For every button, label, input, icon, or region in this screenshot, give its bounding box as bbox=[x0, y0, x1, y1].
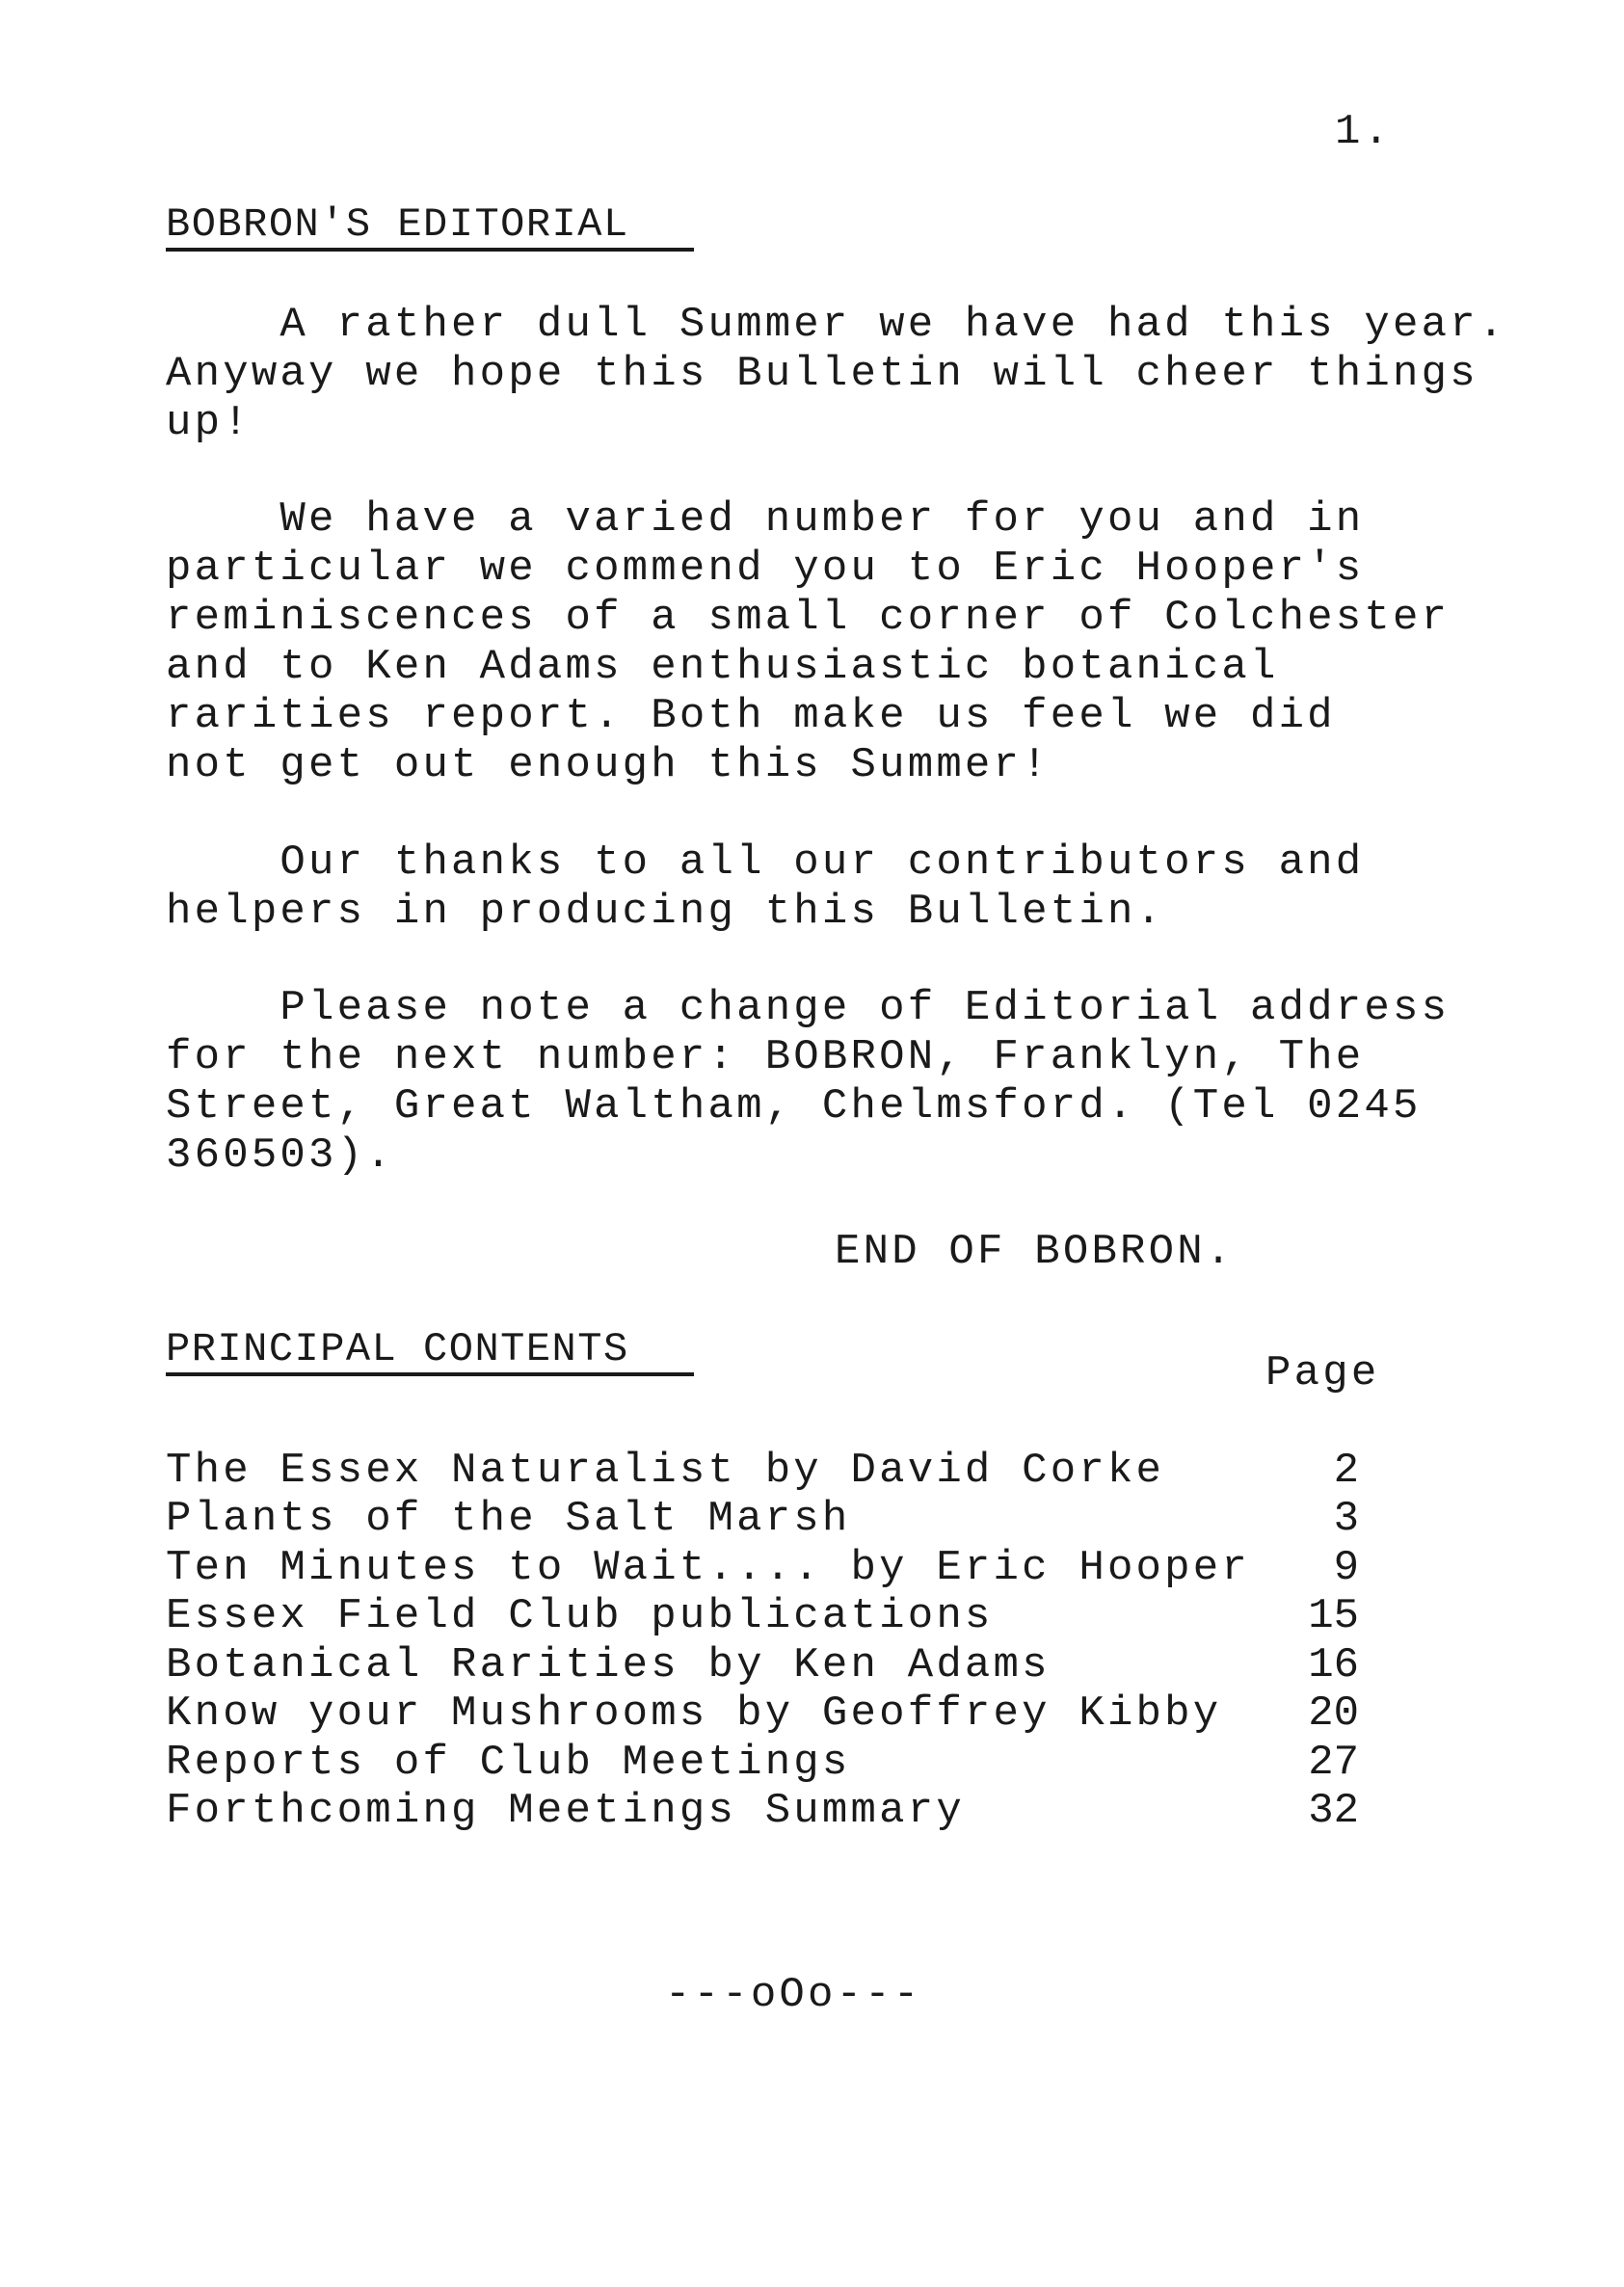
contents-item-page: 27 bbox=[1308, 1739, 1359, 1787]
editorial-p4-line3: Street, Great Waltham, Chelmsford. (Tel 0245 bbox=[166, 1082, 1422, 1130]
contents-heading-underline bbox=[166, 1372, 694, 1376]
end-mark: ---oOo--- bbox=[665, 1971, 922, 2019]
contents-item-page: 16 bbox=[1308, 1641, 1359, 1689]
editorial-p2-line4: and to Ken Adams enthusiastic botanical bbox=[166, 643, 1279, 691]
contents-item-title: Botanical Rarities by Ken Adams bbox=[166, 1641, 1051, 1689]
contents-item-title: Ten Minutes to Wait.... by Eric Hooper bbox=[166, 1544, 1250, 1592]
editorial-p2-line5: rarities report. Both make us feel we did bbox=[166, 692, 1336, 740]
contents-item-page: 32 bbox=[1308, 1787, 1359, 1835]
contents-item-page: 2 bbox=[1333, 1447, 1359, 1495]
editorial-heading: BOBRON'S EDITORIAL bbox=[166, 201, 629, 248]
editorial-p1-line2: Anyway we hope this Bulletin will cheer things bbox=[166, 350, 1478, 398]
contents-item-page: 3 bbox=[1333, 1495, 1359, 1543]
contents-item-title: The Essex Naturalist by David Corke bbox=[166, 1447, 1165, 1495]
editorial-heading-underline bbox=[166, 248, 694, 252]
editorial-p3-line2: helpers in producing this Bulletin. bbox=[166, 888, 1165, 936]
editorial-p4-line2: for the next number: BOBRON, Franklyn, The bbox=[166, 1033, 1365, 1081]
editorial-p4-line1: Please note a change of Editorial address bbox=[166, 984, 1451, 1032]
contents-item-page: 15 bbox=[1308, 1592, 1359, 1640]
contents-item-title: Essex Field Club publications bbox=[166, 1592, 994, 1640]
contents-heading: PRINCIPAL CONTENTS bbox=[166, 1326, 629, 1372]
contents-item-title: Forthcoming Meetings Summary bbox=[166, 1787, 965, 1835]
page-number: 1. bbox=[1335, 108, 1393, 156]
editorial-signoff: END OF BOBRON. bbox=[835, 1228, 1235, 1276]
editorial-p2-line3: reminiscences of a small corner of Colchester bbox=[166, 594, 1451, 642]
editorial-p2-line2: particular we commend you to Eric Hooper's bbox=[166, 545, 1365, 593]
contents-item-page: 20 bbox=[1308, 1689, 1359, 1738]
editorial-p2-line1: We have a varied number for you and in bbox=[166, 495, 1365, 544]
editorial-p1-line1: A rather dull Summer we have had this year. bbox=[166, 301, 1507, 349]
editorial-p4-line4: 360503). bbox=[166, 1131, 394, 1180]
editorial-p3-line1: Our thanks to all our contributors and bbox=[166, 838, 1365, 887]
contents-item-title: Know your Mushrooms by Geoffrey Kibby bbox=[166, 1689, 1222, 1738]
contents-item-title: Plants of the Salt Marsh bbox=[166, 1495, 851, 1543]
contents-page-label: Page bbox=[1265, 1349, 1380, 1397]
editorial-p2-line6: not get out enough this Summer! bbox=[166, 741, 1051, 789]
contents-item-title: Reports of Club Meetings bbox=[166, 1739, 851, 1787]
contents-item-page: 9 bbox=[1333, 1544, 1359, 1592]
editorial-p1-line3: up! bbox=[166, 399, 252, 447]
